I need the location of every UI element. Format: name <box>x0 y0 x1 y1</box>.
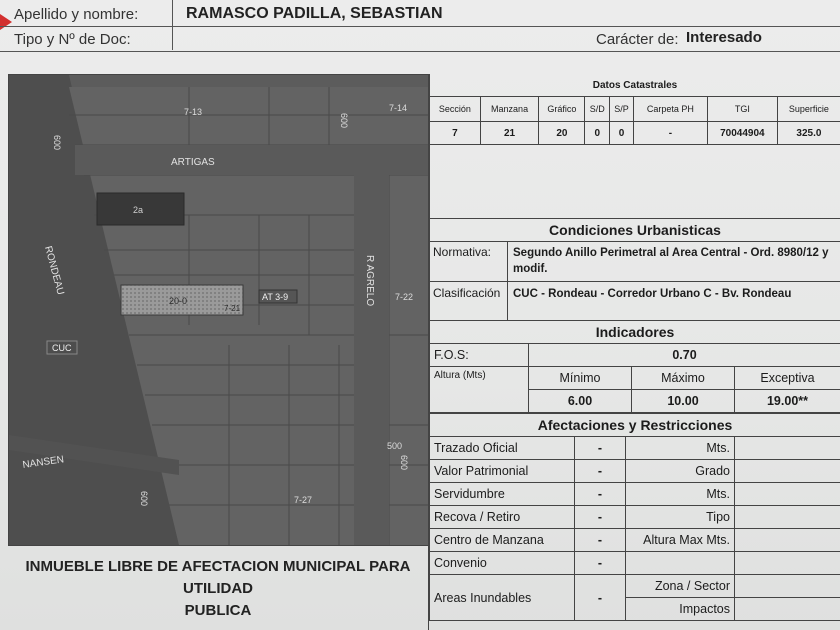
afectacion-value <box>735 483 840 506</box>
cadastral-header-7: Superficie <box>777 97 840 122</box>
afectacion-dash: - <box>575 437 626 460</box>
impactos-label: Impactos <box>626 598 735 621</box>
afectacion-row <box>430 506 840 529</box>
afectacion-label: Convenio <box>430 552 575 575</box>
map-label-500: 500 <box>387 441 403 451</box>
map-label-600-a: 600 <box>52 135 62 151</box>
affectation-notice <box>8 556 428 622</box>
afectacion-row <box>430 460 840 483</box>
afectacion-unit: Mts. <box>626 483 735 506</box>
cadastral-header-1: Manzana <box>480 97 539 122</box>
cadastral-header-3: S/D <box>585 97 610 122</box>
cadastral-map <box>8 74 430 546</box>
cadastral-header-4: S/P <box>610 97 634 122</box>
clasificacion-row <box>429 282 840 320</box>
map-label-zone: AT 3-9 <box>262 292 289 302</box>
map-label-600-d: 600 <box>399 455 409 471</box>
notice-line-2: PUBLICA <box>184 602 252 619</box>
cadastral-value-0: 7 <box>430 122 481 145</box>
afectacion-value <box>735 552 840 575</box>
map-label-7-14: 7-14 <box>389 103 408 113</box>
afectacion-dash: - <box>575 529 626 552</box>
map-label-rondeau: RONDEAU <box>42 244 66 297</box>
afectacion-value <box>735 506 840 529</box>
info-panel <box>428 74 840 630</box>
map-label-2a: 2a <box>133 205 144 215</box>
altura-min-label: Mínimo <box>529 367 632 390</box>
altura-exc-label: Exceptiva <box>735 367 840 390</box>
areas-inundables-dash: - <box>575 575 626 621</box>
altura-label: Altura (Mts) <box>430 367 529 413</box>
afectacion-unit: Mts. <box>626 437 735 460</box>
altura-max-value: 10.00 <box>632 390 735 413</box>
doc-label: Tipo y Nº de Doc: <box>14 31 131 48</box>
cadastral-value-4: 0 <box>610 122 634 145</box>
caracter-label: Carácter de: <box>596 31 679 48</box>
cadastral-values-row <box>430 122 840 145</box>
altura-exc-value: 19.00** <box>735 390 840 413</box>
map-label-agrelo: R AGRELO <box>364 255 375 307</box>
afectacion-label: Trazado Oficial <box>430 437 575 460</box>
applicant-header <box>0 0 840 52</box>
map-label-7-27: 7-27 <box>294 495 313 505</box>
afectacion-unit: Tipo <box>626 506 735 529</box>
conditions-title: Condiciones Urbanisticas <box>429 218 840 242</box>
map-label-600-b: 600 <box>339 113 349 129</box>
fos-label: F.O.S: <box>430 344 529 367</box>
cadastral-title: Datos Catastrales <box>430 74 840 97</box>
cadastral-table <box>429 74 840 211</box>
cadastral-value-3: 0 <box>585 122 610 145</box>
afectacion-row <box>430 483 840 506</box>
afectacion-value <box>735 460 840 483</box>
afectacion-row <box>430 437 840 460</box>
map-label-600-c: 600 <box>139 491 149 507</box>
afectacion-value <box>735 437 840 460</box>
afectacion-label: Recova / Retiro <box>430 506 575 529</box>
indicators-title: Indicadores <box>429 320 840 344</box>
clasificacion-label: Clasificación <box>433 286 501 300</box>
afectacion-unit: Grado <box>626 460 735 483</box>
afectacion-label: Centro de Manzana <box>430 529 575 552</box>
impactos-value <box>735 598 840 621</box>
afectacion-dash: - <box>575 460 626 483</box>
afectaciones-title: Afectaciones y Restricciones <box>429 413 840 437</box>
afectacion-unit <box>626 552 735 575</box>
normativa-value: Segundo Anillo Perimetral al Area Central - Ord. 8980/12 y modif. <box>513 247 829 275</box>
cadastral-value-5: - <box>633 122 707 145</box>
map-label-7-21: 7-21 <box>224 304 241 313</box>
altura-max-label: Máximo <box>632 367 735 390</box>
map-label-artigas: ARTIGAS <box>171 157 215 168</box>
map-graphic <box>9 75 429 545</box>
cadastral-header-0: Sección <box>430 97 481 122</box>
afectaciones-table <box>429 436 840 621</box>
afectacion-dash: - <box>575 552 626 575</box>
normativa-label: Normativa: <box>433 245 492 259</box>
zona-sector-value <box>735 575 840 598</box>
doc-row <box>0 27 840 52</box>
name-label: Apellido y nombre: <box>14 6 139 23</box>
afectacion-dash: - <box>575 506 626 529</box>
altura-min-value: 6.00 <box>529 390 632 413</box>
cadastral-value-6: 70044904 <box>707 122 777 145</box>
afectacion-label: Valor Patrimonial <box>430 460 575 483</box>
cadastral-blank-area <box>430 145 840 212</box>
map-label-20-0: 20-0 <box>169 296 188 306</box>
areas-inundables-label: Areas Inundables <box>430 575 575 621</box>
map-label-7-22: 7-22 <box>395 292 414 302</box>
map-label-nansen: NANSEN <box>21 454 65 471</box>
name-value: RAMASCO PADILLA, SEBASTIAN <box>186 5 443 22</box>
afectacion-row <box>430 529 840 552</box>
name-row <box>0 2 840 27</box>
map-label-7-13: 7-13 <box>184 107 203 117</box>
cadastral-value-7: 325.0 <box>777 122 840 145</box>
afectacion-row <box>430 552 840 575</box>
afectacion-label: Servidumbre <box>430 483 575 506</box>
map-label-cuc: CUC <box>52 343 72 353</box>
header-separator <box>172 0 173 50</box>
cadastral-header-5: Carpeta PH <box>633 97 707 122</box>
notice-line-1: INMUEBLE LIBRE DE AFECTACION MUNICIPAL PARA UTILIDAD <box>25 558 411 597</box>
afectacion-unit: Altura Max Mts. <box>626 529 735 552</box>
zona-sector-label: Zona / Sector <box>626 575 735 598</box>
afectacion-dash: - <box>575 483 626 506</box>
caracter-value: Interesado <box>686 29 762 46</box>
cadastral-header-2: Gráfico <box>539 97 585 122</box>
afectacion-value <box>735 529 840 552</box>
clasificacion-value: CUC - Rondeau - Corredor Urbano C - Bv. Rondeau <box>513 288 792 300</box>
indicators-table <box>429 343 840 413</box>
normativa-row <box>429 241 840 282</box>
cadastral-header-6: TGI <box>707 97 777 122</box>
cadastral-header-row <box>430 97 840 122</box>
cadastral-value-1: 21 <box>480 122 539 145</box>
cadastral-value-2: 20 <box>539 122 585 145</box>
fos-value: 0.70 <box>529 344 840 367</box>
